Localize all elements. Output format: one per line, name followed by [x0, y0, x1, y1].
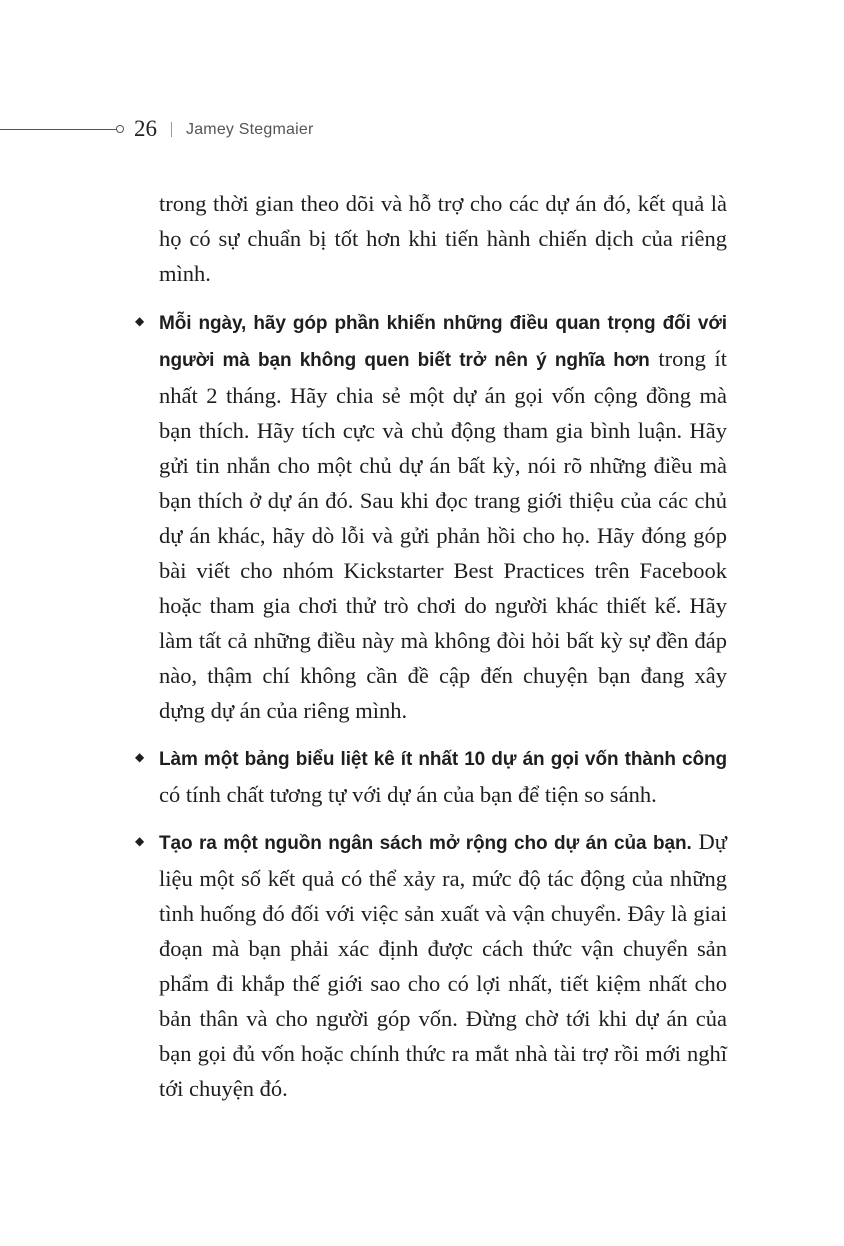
bullet-icon: ◆	[135, 834, 145, 848]
bullet-icon: ◆	[135, 750, 145, 764]
author-name: Jamey Stegmaier	[186, 121, 314, 138]
header-ornament	[116, 125, 124, 133]
page-number: 26	[134, 116, 157, 141]
bullet-item	[135, 304, 727, 728]
bullet-lead: Tạo ra một nguồn ngân sách mở rộng cho dự án của bạn.	[159, 833, 692, 854]
intro-paragraph: trong thời gian theo dõi và hỗ trợ cho các dự án đó, kết quả là họ có sự chuẩn bị tốt hơn khi tiến hành chiến dịch của riêng mình.	[159, 191, 727, 286]
page-body	[135, 186, 727, 1106]
header-rule	[0, 129, 118, 130]
running-header	[0, 114, 844, 144]
bullet-body: Dự liệu một số kết quả có thể xảy ra, mức độ tác động của những tình huống đó đối với việc sản xuất và vận chuyển. Đây là giai đoạn mà bạn phải xác định được cách thức vận chuyển sản phẩm đi khắp thế giới sao cho có lợi nhất, tiết kiệm nhất cho bản thân và cho người góp vốn. Đừng chờ tới khi dự án của bạn gọi đủ vốn hoặc chính thức ra mắt nhà tài trợ rồi mới nghĩ tới chuyện đó.	[159, 829, 727, 1101]
bullet-item	[135, 824, 727, 1106]
bullet-lead: Làm một bảng biểu liệt kê ít nhất 10 dự án gọi vốn thành công	[159, 749, 727, 770]
header-separator	[171, 122, 172, 137]
bullet-body: trong ít nhất 2 tháng. Hãy chia sẻ một dự án gọi vốn cộng đồng mà bạn thích. Hãy tích cực và chủ động tham gia bình luận. Hãy gửi tin nhắn cho một chủ dự án bất kỳ, nói rõ những điều mà bạn thích ở dự án đó. Sau khi đọc trang giới thiệu của các chủ dự án khác, hãy dò lỗi và gửi phản hồi cho họ. Hãy đóng góp bài viết cho nhóm Kickstarter Best Practices trên Facebook hoặc tham gia chơi thử trò chơi do người khác thiết kế. Hãy làm tất cả những điều này mà không đòi hỏi bất kỳ sự đền đáp nào, thậm chí không cần đề cập đến chuyện bạn đang xây dựng dự án của riêng mình.	[159, 346, 727, 723]
bullet-item	[135, 740, 727, 812]
bullet-body: có tính chất tương tự với dự án của bạn để tiện so sánh.	[159, 782, 657, 807]
bullet-icon: ◆	[135, 314, 145, 328]
bullet-lead: Mỗi ngày, hãy góp phần khiến những điều quan trọng đối với người mà bạn không quen biết trở nên ý nghĩa hơn	[159, 313, 727, 371]
